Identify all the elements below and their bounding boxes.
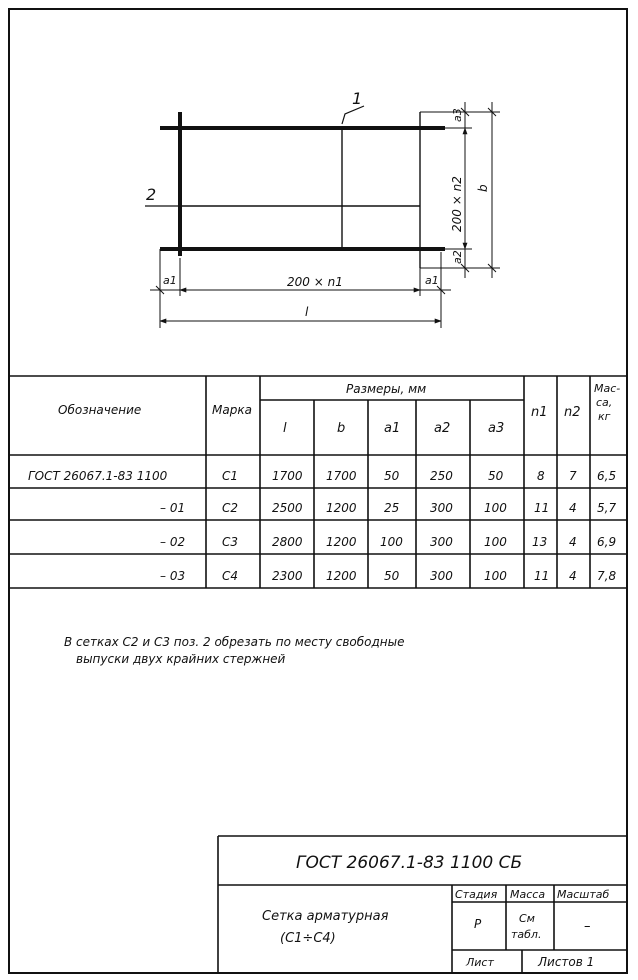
sheet-label: Лист <box>466 956 494 969</box>
row-2-a1: 25 <box>384 501 400 515</box>
row-2-n1: 11 <box>534 501 550 515</box>
pos-1-label: 1 <box>352 89 363 108</box>
row-1-n1: 8 <box>537 469 545 483</box>
dim-n2-label: 200 × n2 <box>450 176 464 232</box>
scale-value: – <box>584 919 591 934</box>
row-4-n1: 11 <box>534 569 550 583</box>
row-1-a3: 50 <box>488 469 504 483</box>
row-1-a2: 250 <box>430 469 453 483</box>
header-mass-3: кг <box>598 410 611 423</box>
row-4-designation: – 03 <box>160 569 186 583</box>
header-a2: a2 <box>434 421 451 436</box>
dim-a3-label: a3 <box>451 108 464 122</box>
row-1-mark: С1 <box>222 469 239 483</box>
row-4-a1: 50 <box>384 569 400 583</box>
note-line-1: В сетках С2 и С3 поз. 2 обрезать по месту свободные <box>64 635 405 649</box>
header-mass-2: са, <box>596 396 613 409</box>
stage-value: Р <box>474 917 482 931</box>
row-4-mark: С4 <box>222 569 239 583</box>
table-row <box>160 569 616 583</box>
row-1-l: 1700 <box>272 469 303 483</box>
table-row <box>28 469 616 483</box>
header-n2: n2 <box>564 405 581 420</box>
row-3-a3: 100 <box>484 535 507 549</box>
row-3-mass: 6,9 <box>597 535 617 549</box>
dim-a1-left-label: a1 <box>163 274 177 287</box>
row-2-mark: С2 <box>222 501 239 515</box>
header-n1: n1 <box>531 405 548 420</box>
header-mass-1: Мас- <box>594 382 621 395</box>
document-name-line-1: Сетка арматурная <box>262 909 389 924</box>
row-2-mass: 5,7 <box>597 501 617 515</box>
row-2-b: 1200 <box>326 501 357 515</box>
table-row <box>160 501 616 515</box>
table-row <box>160 535 616 549</box>
row-3-n1: 13 <box>532 535 548 549</box>
row-1-mass: 6,5 <box>597 469 617 483</box>
row-4-a2: 300 <box>430 569 453 583</box>
scale-header: Масштаб <box>557 888 610 901</box>
row-2-l: 2500 <box>272 501 303 515</box>
row-4-b: 1200 <box>326 569 357 583</box>
dim-n1-label: 200 × n1 <box>287 275 343 289</box>
row-3-a2: 300 <box>430 535 453 549</box>
row-2-n2: 4 <box>569 501 577 515</box>
sheets-label: Листов 1 <box>538 955 595 969</box>
row-3-designation: – 02 <box>160 535 186 549</box>
row-1-n2: 7 <box>569 469 577 483</box>
stage-header: Стадия <box>455 888 498 901</box>
row-1-designation: ГОСТ 26067.1-83 1100 <box>28 469 168 483</box>
sheet-frame <box>9 9 627 973</box>
row-3-a1: 100 <box>380 535 403 549</box>
row-1-b: 1700 <box>326 469 357 483</box>
header-b: b <box>337 421 346 436</box>
dim-a2-label: a2 <box>451 250 464 264</box>
row-3-n2: 4 <box>569 535 577 549</box>
dim-l-label: l <box>305 305 309 319</box>
row-2-a3: 100 <box>484 501 507 515</box>
row-2-designation: – 01 <box>160 501 186 515</box>
row-3-mark: С3 <box>222 535 239 549</box>
mass-header: Масса <box>510 888 546 901</box>
row-3-b: 1200 <box>326 535 357 549</box>
mass-value-line-2: табл. <box>511 928 542 941</box>
header-l: l <box>283 421 287 436</box>
document-name-line-2: (С1÷С4) <box>280 931 336 946</box>
row-2-a2: 300 <box>430 501 453 515</box>
header-sizes: Размеры, мм <box>346 382 427 396</box>
mass-value-line-1: См <box>519 912 535 925</box>
row-3-l: 2800 <box>272 535 303 549</box>
header-mark: Марка <box>212 403 252 417</box>
row-1-a1: 50 <box>384 469 400 483</box>
row-4-l: 2300 <box>272 569 303 583</box>
pos-2-label: 2 <box>146 185 157 204</box>
row-4-a3: 100 <box>484 569 507 583</box>
row-4-mass: 7,8 <box>597 569 617 583</box>
leader-pos-1 <box>342 106 364 124</box>
header-designation: Обозначение <box>58 403 142 417</box>
header-a1: a1 <box>384 421 401 436</box>
mesh-drawing <box>145 102 500 328</box>
document-code: ГОСТ 26067.1-83 1100 СБ <box>296 853 523 873</box>
row-4-n2: 4 <box>569 569 577 583</box>
header-a3: a3 <box>488 421 505 436</box>
note-line-2: выпуски двух крайних стержней <box>76 652 286 666</box>
dim-a1-right-label: a1 <box>425 274 439 287</box>
dim-b-label: b <box>476 184 490 192</box>
